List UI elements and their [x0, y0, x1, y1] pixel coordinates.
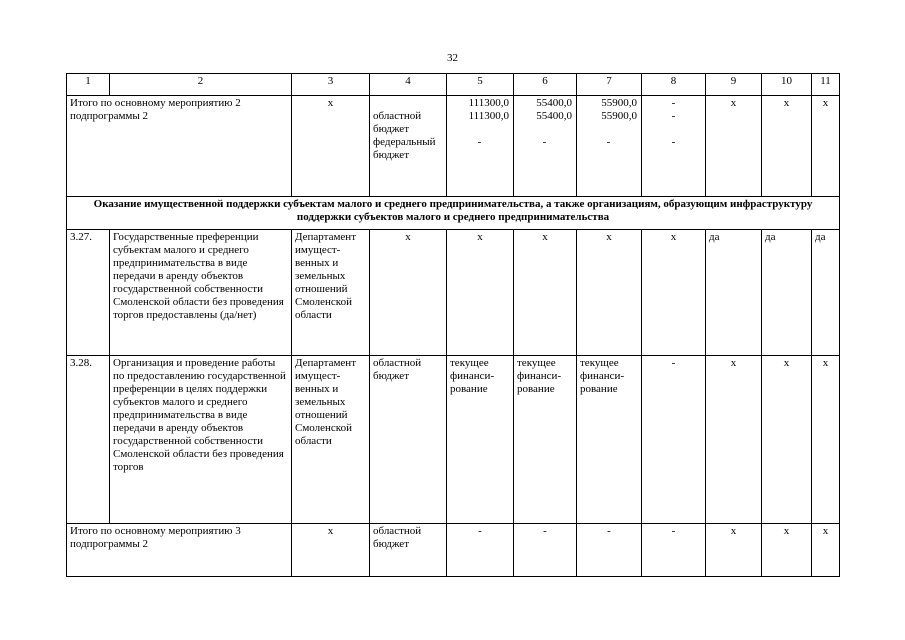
row-number: 3.28. — [67, 356, 110, 524]
cell-col7: - — [577, 524, 642, 577]
column-header: 9 — [706, 74, 762, 96]
cell-col4: областной бюджет — [370, 524, 447, 577]
cell-col6 — [514, 96, 577, 197]
cell-col11: да — [812, 230, 840, 356]
cell-col10: х — [762, 356, 812, 524]
cell-col8: х — [642, 230, 706, 356]
column-header: 2 — [110, 74, 292, 96]
cell-col8: - — [642, 356, 706, 524]
column-header: 6 — [514, 74, 577, 96]
funding-source: областной бюджет — [373, 110, 422, 135]
cell-col9: х — [706, 96, 762, 197]
cell-col8: - — [642, 524, 706, 577]
table-row — [67, 230, 840, 356]
column-header: 4 — [370, 74, 447, 96]
cell-col7: х — [577, 230, 642, 356]
cell-col4: областной бюджет — [370, 356, 447, 524]
cell-col9: х — [706, 356, 762, 524]
executor: Департамент имущест-венных и земельных отношений Смоленской области — [292, 356, 370, 524]
activity-name: Организация и проведение работы по предоставлению государственной преференции в целях поддержки субъектов малого и среднего предпринимательства в виде передачи в аренду объектов государственной собственности Смоленской области без проведения торгов — [110, 356, 292, 524]
cell-col7 — [577, 96, 642, 197]
cell-col3: х — [292, 96, 370, 197]
section-title: Оказание имущественной поддержки субъектам малого и среднего предпринимательства, а также организациям, образующим инфраструктуру поддержки субъектов малого и среднего предпринимательства — [67, 197, 840, 230]
cell-col6: - — [514, 524, 577, 577]
column-header-row — [67, 74, 840, 96]
column-header: 1 — [67, 74, 110, 96]
funding-sources-cell — [370, 96, 447, 197]
total-label: Итого по основному мероприятию 3 подпрограммы 2 — [67, 524, 292, 577]
column-header: 7 — [577, 74, 642, 96]
cell-col11: х — [812, 524, 840, 577]
cell-col9: да — [706, 230, 762, 356]
activity-name: Государственные преференции субъектам малого и среднего предпринимательства в виде передачи в аренду объектов государственной собственности Смоленской области без проведения торгов предоставлены (да/нет) — [110, 230, 292, 356]
cell-col10: х — [762, 96, 812, 197]
amount-value: 55900,0 — [601, 97, 637, 109]
amount-value: - — [477, 136, 482, 148]
cell-col3: х — [292, 524, 370, 577]
table-row — [67, 356, 840, 524]
column-header: 3 — [292, 74, 370, 96]
table-row — [67, 96, 840, 197]
amount-value: 111300,0 — [468, 97, 509, 109]
executor: Департамент имущест-венных и земельных отношений Смоленской области — [292, 230, 370, 356]
amount-value: - — [671, 110, 676, 122]
cell-col11: х — [812, 356, 840, 524]
cell-col7: текущее финанси-рование — [577, 356, 642, 524]
amount-value: 55900,0 — [601, 110, 637, 122]
amount-value: - — [671, 97, 676, 109]
column-header: 8 — [642, 74, 706, 96]
row-number: 3.27. — [67, 230, 110, 356]
program-table — [66, 73, 840, 577]
cell-col10: да — [762, 230, 812, 356]
cell-col9: х — [706, 524, 762, 577]
amount-value: - — [671, 136, 676, 148]
table-row — [67, 524, 840, 577]
amount-value: 111300,0 — [468, 110, 509, 122]
column-header: 11 — [812, 74, 840, 96]
cell-col5: - — [447, 524, 514, 577]
cell-col5 — [447, 96, 514, 197]
cell-col5: х — [447, 230, 514, 356]
cell-col8 — [642, 96, 706, 197]
funding-source: федеральный бюджет — [373, 136, 436, 161]
amount-value: 55400,0 — [536, 110, 572, 122]
amount-value: - — [542, 136, 547, 148]
page-number: 32 — [447, 52, 458, 64]
column-header: 5 — [447, 74, 514, 96]
column-header: 10 — [762, 74, 812, 96]
cell-col4: х — [370, 230, 447, 356]
amount-value: - — [606, 136, 611, 148]
cell-col5: текущее финанси-рование — [447, 356, 514, 524]
amount-value: 55400,0 — [536, 97, 572, 109]
cell-col6: х — [514, 230, 577, 356]
cell-col11: х — [812, 96, 840, 197]
cell-col10: х — [762, 524, 812, 577]
total-label: Итого по основному мероприятию 2 подпрограммы 2 — [67, 96, 292, 197]
section-heading-row — [67, 197, 840, 230]
cell-col6: текущее финанси-рование — [514, 356, 577, 524]
